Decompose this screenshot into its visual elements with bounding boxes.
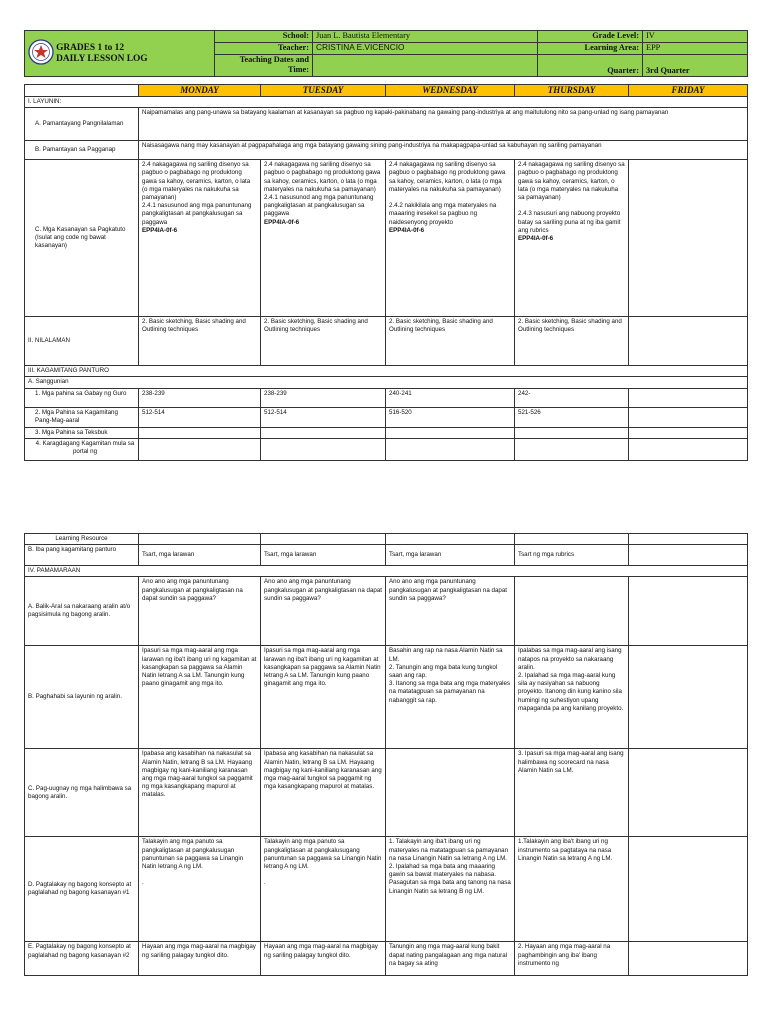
learning-area-value: EPP	[643, 43, 748, 55]
cell-tuesday: Ipabasa ang kasabihan na nakasulat sa Alamin Natin, letrang B sa LM. Hayaang magbigay ng kani-kaniliang karanasan ang mga mag-aaral tungkol sa paggamit ng mga kasangkapang mapurol at matalas.	[261, 749, 386, 837]
cell-thursday: Ipalabas sa mga mag-aaral ang isang natapos na proyekto sa nakaraang aralin. 2. Ipalahad sa mga mag-aaral kung sila ay nasiyahan sa nabuong proyekto. Itanong din kung kanino sila humingi ng suhestiyon upang mapaganda pa ang kanilang proyekto.	[515, 646, 629, 749]
table-row	[25, 407, 748, 427]
row-label: 1. Mga pahina sa Gabay ng Guro	[25, 388, 139, 407]
row-label: A. Balik-Aral sa nakaraang aralin at/o pagsisimula ng bagong aralin.	[25, 577, 139, 646]
row-label: C. Pag-uugnay ng mga halimbawa sa bagong aralin.	[25, 749, 139, 837]
cell-friday	[629, 317, 748, 366]
cell-thursday: 2. Basic sketching, Basic shading and Outlining techniques	[515, 317, 629, 366]
corner-cell	[25, 85, 139, 97]
cell-thursday: 242-	[515, 388, 629, 407]
cell-tuesday	[261, 427, 386, 438]
quarter-value: 3rd Quarter	[643, 55, 748, 77]
table-row	[25, 837, 748, 942]
cell-thursday	[515, 577, 629, 646]
cell-monday: Ipabasa ang kasabihan na nakasulat sa Alamin Natin, letrang B sa LM. Hayaang magbigay ng kani-kaniliang karanasan ang mga mag-aaral tungkol sa paggamit ng mga kasangkapang mapurol at matalas.	[139, 749, 261, 837]
cell-monday: 238-239	[139, 388, 261, 407]
cell-wednesday: Ano ano ang mga panuntunang pangkalusugan at pangkaligtasan na dapat sundin sa paggawa?	[386, 577, 515, 646]
cell-wednesday	[386, 427, 515, 438]
teaching-dates-value	[313, 55, 538, 77]
cell-tuesday: Tsart, mga larawan	[261, 545, 386, 566]
table-row	[25, 534, 748, 545]
table-row	[25, 942, 748, 976]
cell-friday	[629, 749, 748, 837]
table-row	[25, 545, 748, 566]
learning-area-label: Learning Area:	[538, 43, 643, 55]
row-label: 2. Mga Pahina sa Kagamitang Pang-Mag-aaral	[25, 407, 139, 427]
day-friday: FRIDAY	[629, 85, 748, 97]
cell-wednesday	[386, 438, 515, 460]
table-row	[25, 317, 748, 366]
cell-friday	[629, 388, 748, 407]
cell-tuesday: 2.4 nakagagawa ng sariling disenyo sa pagbuo o pagbabago ng produktong gawa sa kahoy, ceramics, karton, o lata (o mga materyales na nakukuha sa pamayanan) 2.4.1 nasusunod ang mga panuntunang pangkaligtasan at pangkalusugan sa paggawa EPP4IA-0f-6	[261, 160, 386, 317]
header-table	[24, 30, 748, 77]
cell-wednesday: 516-520	[386, 407, 515, 427]
pamantayang-pangnilalaman-value: Naipamamalas ang pang-unawa sa batayang kaalaman at kasanayan sa pagbuo ng kapaki-pakinabang na gawaing pang-industriya at ang maitutulong nito sa pang-unlad ng isang pamayanan	[139, 108, 748, 141]
cell-monday: Hayaan ang mga mag-aaral na magbigay ng sariling palagay tungkol dito.	[139, 942, 261, 976]
cell-friday	[629, 837, 748, 942]
table-row	[25, 577, 748, 646]
cell-monday: Ano ano ang mga panuntunang pangkalusugan at pangkaligtasan na dapat sundin sa paggawa?	[139, 577, 261, 646]
table-row	[25, 141, 748, 160]
school-value: Juan L. Bautista Elementary	[313, 31, 538, 43]
row-label: II. NILALAMAN	[25, 317, 139, 366]
cell-tuesday: Hayaan ang mga mag-aaral na magbigay ng sariling palagay tungkol dito.	[261, 942, 386, 976]
cell-monday: 512-514	[139, 407, 261, 427]
row-label: 4. Karagdagang Kagamitan mula sa portal ng	[25, 438, 139, 460]
cell-tuesday	[261, 534, 386, 545]
table-row	[25, 749, 748, 837]
pamantayan-sa-pagganap-value: Naisasagawa nang may kasanayan at pagpapahalaga ang mga batayang gawaing sining pang-industriya na makapagpapa-unlad sa kabuhayan ng sariling pamayanan	[139, 141, 748, 160]
lesson-table-page-2	[24, 533, 747, 976]
section-layunin: I. LAYUNIN:	[25, 97, 748, 108]
lesson-table-page-1	[24, 84, 747, 461]
cell-thursday	[515, 427, 629, 438]
row-label: Learning Resource	[25, 534, 139, 545]
school-label: School:	[215, 31, 313, 43]
table-row	[25, 646, 748, 749]
teacher-value: CRISTINA E.VICENCIO	[313, 43, 538, 55]
cell-tuesday: 2. Basic sketching, Basic shading and Outlining techniques	[261, 317, 386, 366]
row-label: B. Pamantayan sa Pagganap	[25, 141, 139, 160]
cell-thursday	[515, 438, 629, 460]
cell-monday: Ipasuri sa mga mag-aaral ang mga larawan ng iba't ibang uri ng kagamitan at kasangkapan sa paggawa sa Alamin Natin letrang A sa LM. Tanungin kung paano ginagamit ang mga ito.	[139, 646, 261, 749]
cell-tuesday: Ano ano ang mga panuntunang pangkalusugan at pangkaligtasan na dapat sundin sa paggawa?	[261, 577, 386, 646]
cell-wednesday: Basahin ang rap na nasa Alamin Natin sa LM. 2. Tanungin ang mga bata kung tungkol saan ang rap. 3. Itanong sa mga bata ang mga materyales na matatagpuan sa pamayanan na nabanggit sa rap.	[386, 646, 515, 749]
teacher-label: Teacher:	[215, 43, 313, 55]
table-row	[25, 566, 748, 577]
cell-wednesday: 2. Basic sketching, Basic shading and Outlining techniques	[386, 317, 515, 366]
cell-wednesday: 240-241	[386, 388, 515, 407]
section-kagamitang-panturo: III. KAGAMITANG PANTURO	[25, 366, 748, 377]
form-title: GRADES 1 to 12 DAILY LESSON LOG	[56, 42, 148, 64]
cell-thursday: 3. Ipasuri sa mga mag-aaral ang isang halimbawa ng scorecard na nasa Alamin Natin sa LM.	[515, 749, 629, 837]
cell-monday	[139, 534, 261, 545]
lesson-table-2	[24, 533, 748, 976]
cell-monday: 2. Basic sketching, Basic shading and Outlining techniques	[139, 317, 261, 366]
cell-thursday	[515, 534, 629, 545]
section-sanggunian: A. Sanggunian	[25, 377, 748, 388]
cell-monday: 2.4 nakagagawa ng sariling disenyo sa pagbuo o pagbabago ng produktong gawa sa kahoy, ceramics, karton, o lata (o mga materyales na nakukuha sa pamayanan) 2.4.1 nasusunod ang mga panuntunang pangkaligtasan at pangkalusugan sa paggawa EPP4IA-0f-6	[139, 160, 261, 317]
day-tuesday: TUESDAY	[261, 85, 386, 97]
table-row	[25, 427, 748, 438]
table-row	[25, 160, 748, 317]
cell-tuesday	[261, 438, 386, 460]
logo-cell	[25, 31, 215, 77]
quarter-label: Quarter:	[538, 55, 643, 77]
teaching-dates-label: Teaching Dates and Time:	[215, 55, 313, 77]
cell-wednesday	[386, 749, 515, 837]
cell-friday	[629, 646, 748, 749]
cell-wednesday: 1. Talakayin ang iba't ibang uri ng materyales na matatagpuan sa pamayanan na nasa Linangin Natin sa letrang A ng LM. 2. Ipalahad sa mga bata ang maaaring gawin sa bawat materyales na nabasa. Pasagutan sa mga bata ang tanong na nasa Linangin Natin sa letrang B ng LM.	[386, 837, 515, 942]
cell-wednesday	[386, 534, 515, 545]
table-row	[25, 97, 748, 108]
cell-friday	[629, 942, 748, 976]
grade-level-label: Grade Level:	[538, 31, 643, 43]
cell-monday: Tsart, mga larawan	[139, 545, 261, 566]
cell-thursday: 1.Talakayin ang iba't ibang uri ng instrumento sa pagtataya na nasa Linangin Natin sa letrang A ng LM.	[515, 837, 629, 942]
day-thursday: THURSDAY	[515, 85, 629, 97]
cell-wednesday: Tsart, mga larawan	[386, 545, 515, 566]
table-row	[25, 377, 748, 388]
cell-thursday: Tsart ng mga rubrics	[515, 545, 629, 566]
deped-seal-icon	[28, 39, 54, 68]
days-header-row	[25, 85, 748, 97]
cell-tuesday: 238-239	[261, 388, 386, 407]
grade-level-value: IV	[643, 31, 748, 43]
cell-tuesday: Talakayin ang mga panuto sa pangkaligtasan at pangkalusugang panuntunan sa paggawa sa Linangin Natin letrang A ng LM. .	[261, 837, 386, 942]
lesson-table-1	[24, 84, 748, 461]
row-label: E. Pagtalakay ng bagong konsepto at paglalahad ng bagong kasanayan #2	[25, 942, 139, 976]
row-label: B. Paghahabi sa layunin ng aralin.	[25, 646, 139, 749]
cell-friday	[629, 577, 748, 646]
table-row	[25, 438, 748, 460]
cell-thursday: 2.4 nakagagawa ng sariling disenyo sa pagbuo o pagbabago ng produktong gawa sa kahoy, ceramics, karton, o lata (o mga materyales na nakukuha sa pamayanan) 2.4.3 nasusuri ang nabuong proyekto batay sa sariling puna at ng iba gamit ang rubrics EPP4IA-0f-6	[515, 160, 629, 317]
cell-monday	[139, 438, 261, 460]
cell-monday	[139, 427, 261, 438]
cell-thursday: 2. Hayaan ang mga mag-aaral na paghambingin ang iba' ibang instrumento ng	[515, 942, 629, 976]
row-label: A. Pamantayang Pangnilalaman	[25, 108, 139, 141]
cell-friday	[629, 438, 748, 460]
cell-tuesday: 512-514	[261, 407, 386, 427]
table-row	[25, 388, 748, 407]
day-monday: MONDAY	[139, 85, 261, 97]
cell-friday	[629, 427, 748, 438]
table-row	[25, 366, 748, 377]
cell-friday	[629, 407, 748, 427]
cell-friday	[629, 160, 748, 317]
cell-wednesday: 2.4 nakagagawa ng sariling disenyo sa pagbuo o pagbabago ng produktong gawa sa kahoy, ceramics, karton, o lata (o mga materyales na nakukuha sa pamayanan) 2.4.2 nakikilala ang mga materyales na maaaring iresekel sa pagbuo ng naidesenyong proyekto EPP4IA-0f-6	[386, 160, 515, 317]
row-label: B. Iba pang kagamitang panturo	[25, 545, 139, 566]
cell-friday	[629, 545, 748, 566]
cell-wednesday: Tanungin ang mga mag-aaral kung bakit dapat nating pangalagaan ang mga natural na bagay sa ating	[386, 942, 515, 976]
cell-thursday: 521-526	[515, 407, 629, 427]
cell-friday	[629, 534, 748, 545]
section-pamamaraan: IV. PAMAMARAAN	[25, 566, 748, 577]
cell-monday: Talakayin ang mga panuto sa pangkaligtasan at pangkalusugan panuntunan sa paggawa sa Linangin Natin letrang A ng LM. .	[139, 837, 261, 942]
row-label: 3. Mga Pahina sa Teksbuk	[25, 427, 139, 438]
cell-tuesday: Ipasuri sa mga mag-aaral ang mga larawan ng iba't ibang uri ng kagamitan at kasangkapan sa paggawa sa Alamin Natin letrang A sa LM. Tanungin kung paano ginagamit ang mga ito.	[261, 646, 386, 749]
row-label: C. Mga Kasanayan sa Pagkatuto (Isulat ang code ng bawat kasanayan)	[25, 160, 139, 317]
header-section	[24, 30, 747, 77]
day-wednesday: WEDNESDAY	[386, 85, 515, 97]
row-label: D. Pagtalakay ng bagong konsepto at paglalahad ng bagong kasanayan #1	[25, 837, 139, 942]
table-row	[25, 108, 748, 141]
